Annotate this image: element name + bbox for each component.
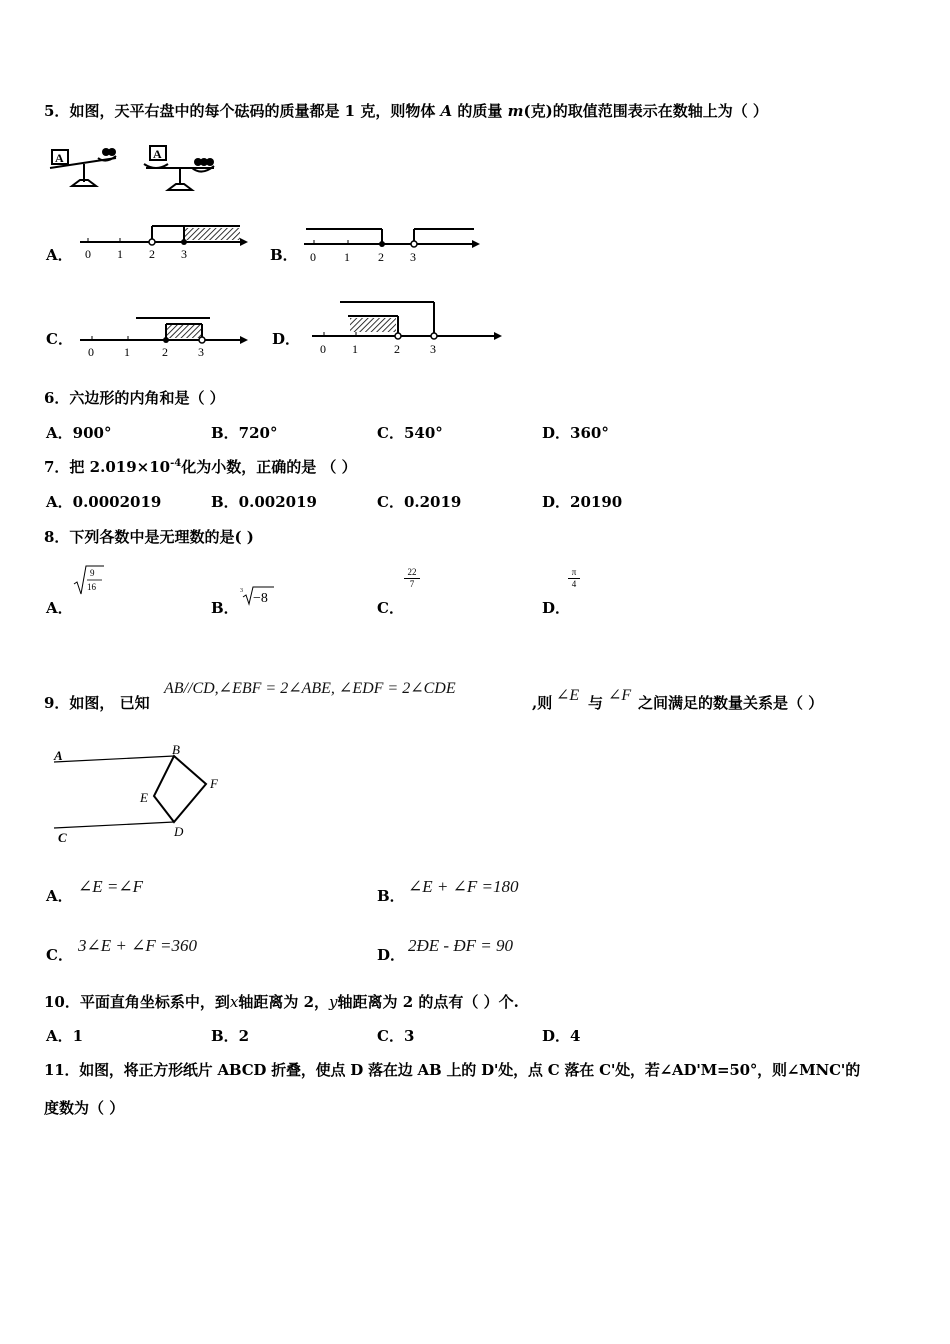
balance-scale-left <box>50 148 116 186</box>
q6-option-c[interactable]: C．540° <box>377 424 443 442</box>
q8-c-denominator: 7 <box>409 579 415 589</box>
q5-option-d-label[interactable]: D． <box>272 330 301 348</box>
q9-option-b-label[interactable]: B． <box>377 887 405 905</box>
q6-option-d[interactable]: D．360° <box>542 424 609 442</box>
q8-b-radicand: −8 <box>253 591 268 606</box>
q9-angle-f: ∠F <box>608 687 632 704</box>
tick-2: 2 <box>149 247 155 261</box>
q7-option-a[interactable]: A．0.0002019 <box>46 493 162 511</box>
q5-number-line-d[interactable] <box>312 300 512 360</box>
q8-option-c-label[interactable]: C． <box>377 599 404 617</box>
tick-3: 3 <box>430 342 436 356</box>
q6-stem: 6．六边形的内角和是（ ） <box>44 389 225 407</box>
q5-option-c-label[interactable]: C． <box>46 330 73 348</box>
q8-stem: 8．下列各数中是无理数的是( ) <box>44 528 254 546</box>
q9-option-d[interactable]: 2ÐE - ÐF = 90 <box>408 936 513 955</box>
balance-label-right: A <box>153 147 162 161</box>
q9-figure <box>50 742 250 846</box>
q8-option-a-sqrt[interactable] <box>74 564 114 604</box>
q8-option-a-label[interactable]: A． <box>46 599 73 617</box>
q8-option-b-label[interactable]: B． <box>211 599 239 617</box>
q5-number-line-a[interactable] <box>80 222 250 262</box>
q5-stem: 5．如图，天平右盘中的每个砝码的质量都是 1 克，则物体 A 的质量 m(克)的取值范围表示在数轴上为（ ） <box>44 102 768 120</box>
tick-1: 1 <box>344 250 350 264</box>
tick-2: 2 <box>394 342 400 356</box>
q6-option-a[interactable]: A．900° <box>46 424 112 442</box>
fig-label-f: F <box>210 776 218 791</box>
q8-option-b-cuberoot[interactable] <box>240 586 280 610</box>
q9-option-a-label[interactable]: A． <box>46 887 73 905</box>
q5-number: 5． <box>44 102 70 120</box>
tick-0: 0 <box>85 247 91 261</box>
tick-0: 0 <box>88 345 94 359</box>
q11-stem-line2: 度数为（ ） <box>44 1099 125 1117</box>
q9-option-c[interactable]: 3∠E + ∠F =360 <box>78 936 197 955</box>
tick-0: 0 <box>310 250 316 264</box>
tick-2: 2 <box>378 250 384 264</box>
balance-label-left: A <box>55 151 64 165</box>
q5-option-a-label[interactable]: A． <box>46 246 73 264</box>
q7-option-b[interactable]: B．0.002019 <box>211 493 317 511</box>
tick-1: 1 <box>117 247 123 261</box>
tick-1: 1 <box>352 342 358 356</box>
q7-option-c[interactable]: C．0.2019 <box>377 493 462 511</box>
q10-option-d[interactable]: D．4 <box>542 1027 581 1045</box>
q8-d-denominator: 4 <box>571 579 577 589</box>
q7-stem: 7．把 $2.019\times 10^{-4}$化为小数，正确的是 （ ） <box>44 458 357 476</box>
q10-option-a[interactable]: A．1 <box>46 1027 84 1045</box>
q10-stem: 10．平面直角坐标系中，到x轴距离为 2，y轴距离为 2 的点有（ ）个. <box>44 993 519 1011</box>
q9-given: AB//CD,∠EBF = 2∠ABE, ∠EDF = 2∠CDE <box>164 680 456 697</box>
q8-option-d-fraction[interactable] <box>568 568 580 589</box>
q5-number-line-b[interactable] <box>304 224 484 264</box>
q9-stem-b: ,则 <box>532 694 553 712</box>
q8-b-index: 3 <box>240 588 243 594</box>
q11-stem-line1: 11．如图，将正方形纸片 ABCD 折叠，使点 D 落在边 AB 上的 D'处，点 C 落在 C'处，若∠AD'M=50°，则∠MNC'的 <box>44 1061 861 1079</box>
q8-option-c-fraction[interactable] <box>404 568 420 589</box>
q9-option-c-label[interactable]: C． <box>46 946 73 964</box>
q8-a-numerator: 9 <box>90 568 95 578</box>
fig-label-a: A <box>54 748 63 763</box>
q9-stem-d: 之间满足的数量关系是（ ） <box>638 694 824 712</box>
tick-0: 0 <box>320 342 326 356</box>
q10-option-c[interactable]: C．3 <box>377 1027 415 1045</box>
q9-option-b[interactable]: ∠E + ∠F =180 <box>408 877 519 896</box>
balance-scale-right <box>144 146 214 190</box>
q10-option-b[interactable]: B．2 <box>211 1027 250 1045</box>
fig-label-c: C <box>58 830 67 845</box>
q9-stem-c: 与 <box>588 694 604 712</box>
tick-1: 1 <box>124 345 130 359</box>
q8-a-denominator: 16 <box>87 582 96 592</box>
fig-label-b: B <box>172 742 180 757</box>
tick-3: 3 <box>181 247 187 261</box>
q9-option-a[interactable]: ∠E =∠F <box>78 877 143 896</box>
q9-stem-a: 9．如图， 已知 <box>44 694 150 712</box>
q9-option-d-label[interactable]: D． <box>377 946 406 964</box>
q5-option-b-label[interactable]: B． <box>270 246 298 264</box>
fig-label-d: D <box>174 824 184 839</box>
q8-option-d-label[interactable]: D． <box>542 599 571 617</box>
q9-angle-e: ∠E <box>556 687 580 704</box>
q8-c-numerator: 22 <box>407 567 417 577</box>
tick-3: 3 <box>198 345 204 359</box>
tick-3: 3 <box>410 250 416 264</box>
q5-balance-figure <box>46 142 226 202</box>
q7-option-d[interactable]: D．20190 <box>542 493 623 511</box>
q6-option-b[interactable]: B．720° <box>211 424 278 442</box>
tick-2: 2 <box>162 345 168 359</box>
q5-number-line-c[interactable] <box>80 314 260 358</box>
fig-label-e: E <box>140 790 148 805</box>
q8-d-numerator: π <box>571 567 577 577</box>
